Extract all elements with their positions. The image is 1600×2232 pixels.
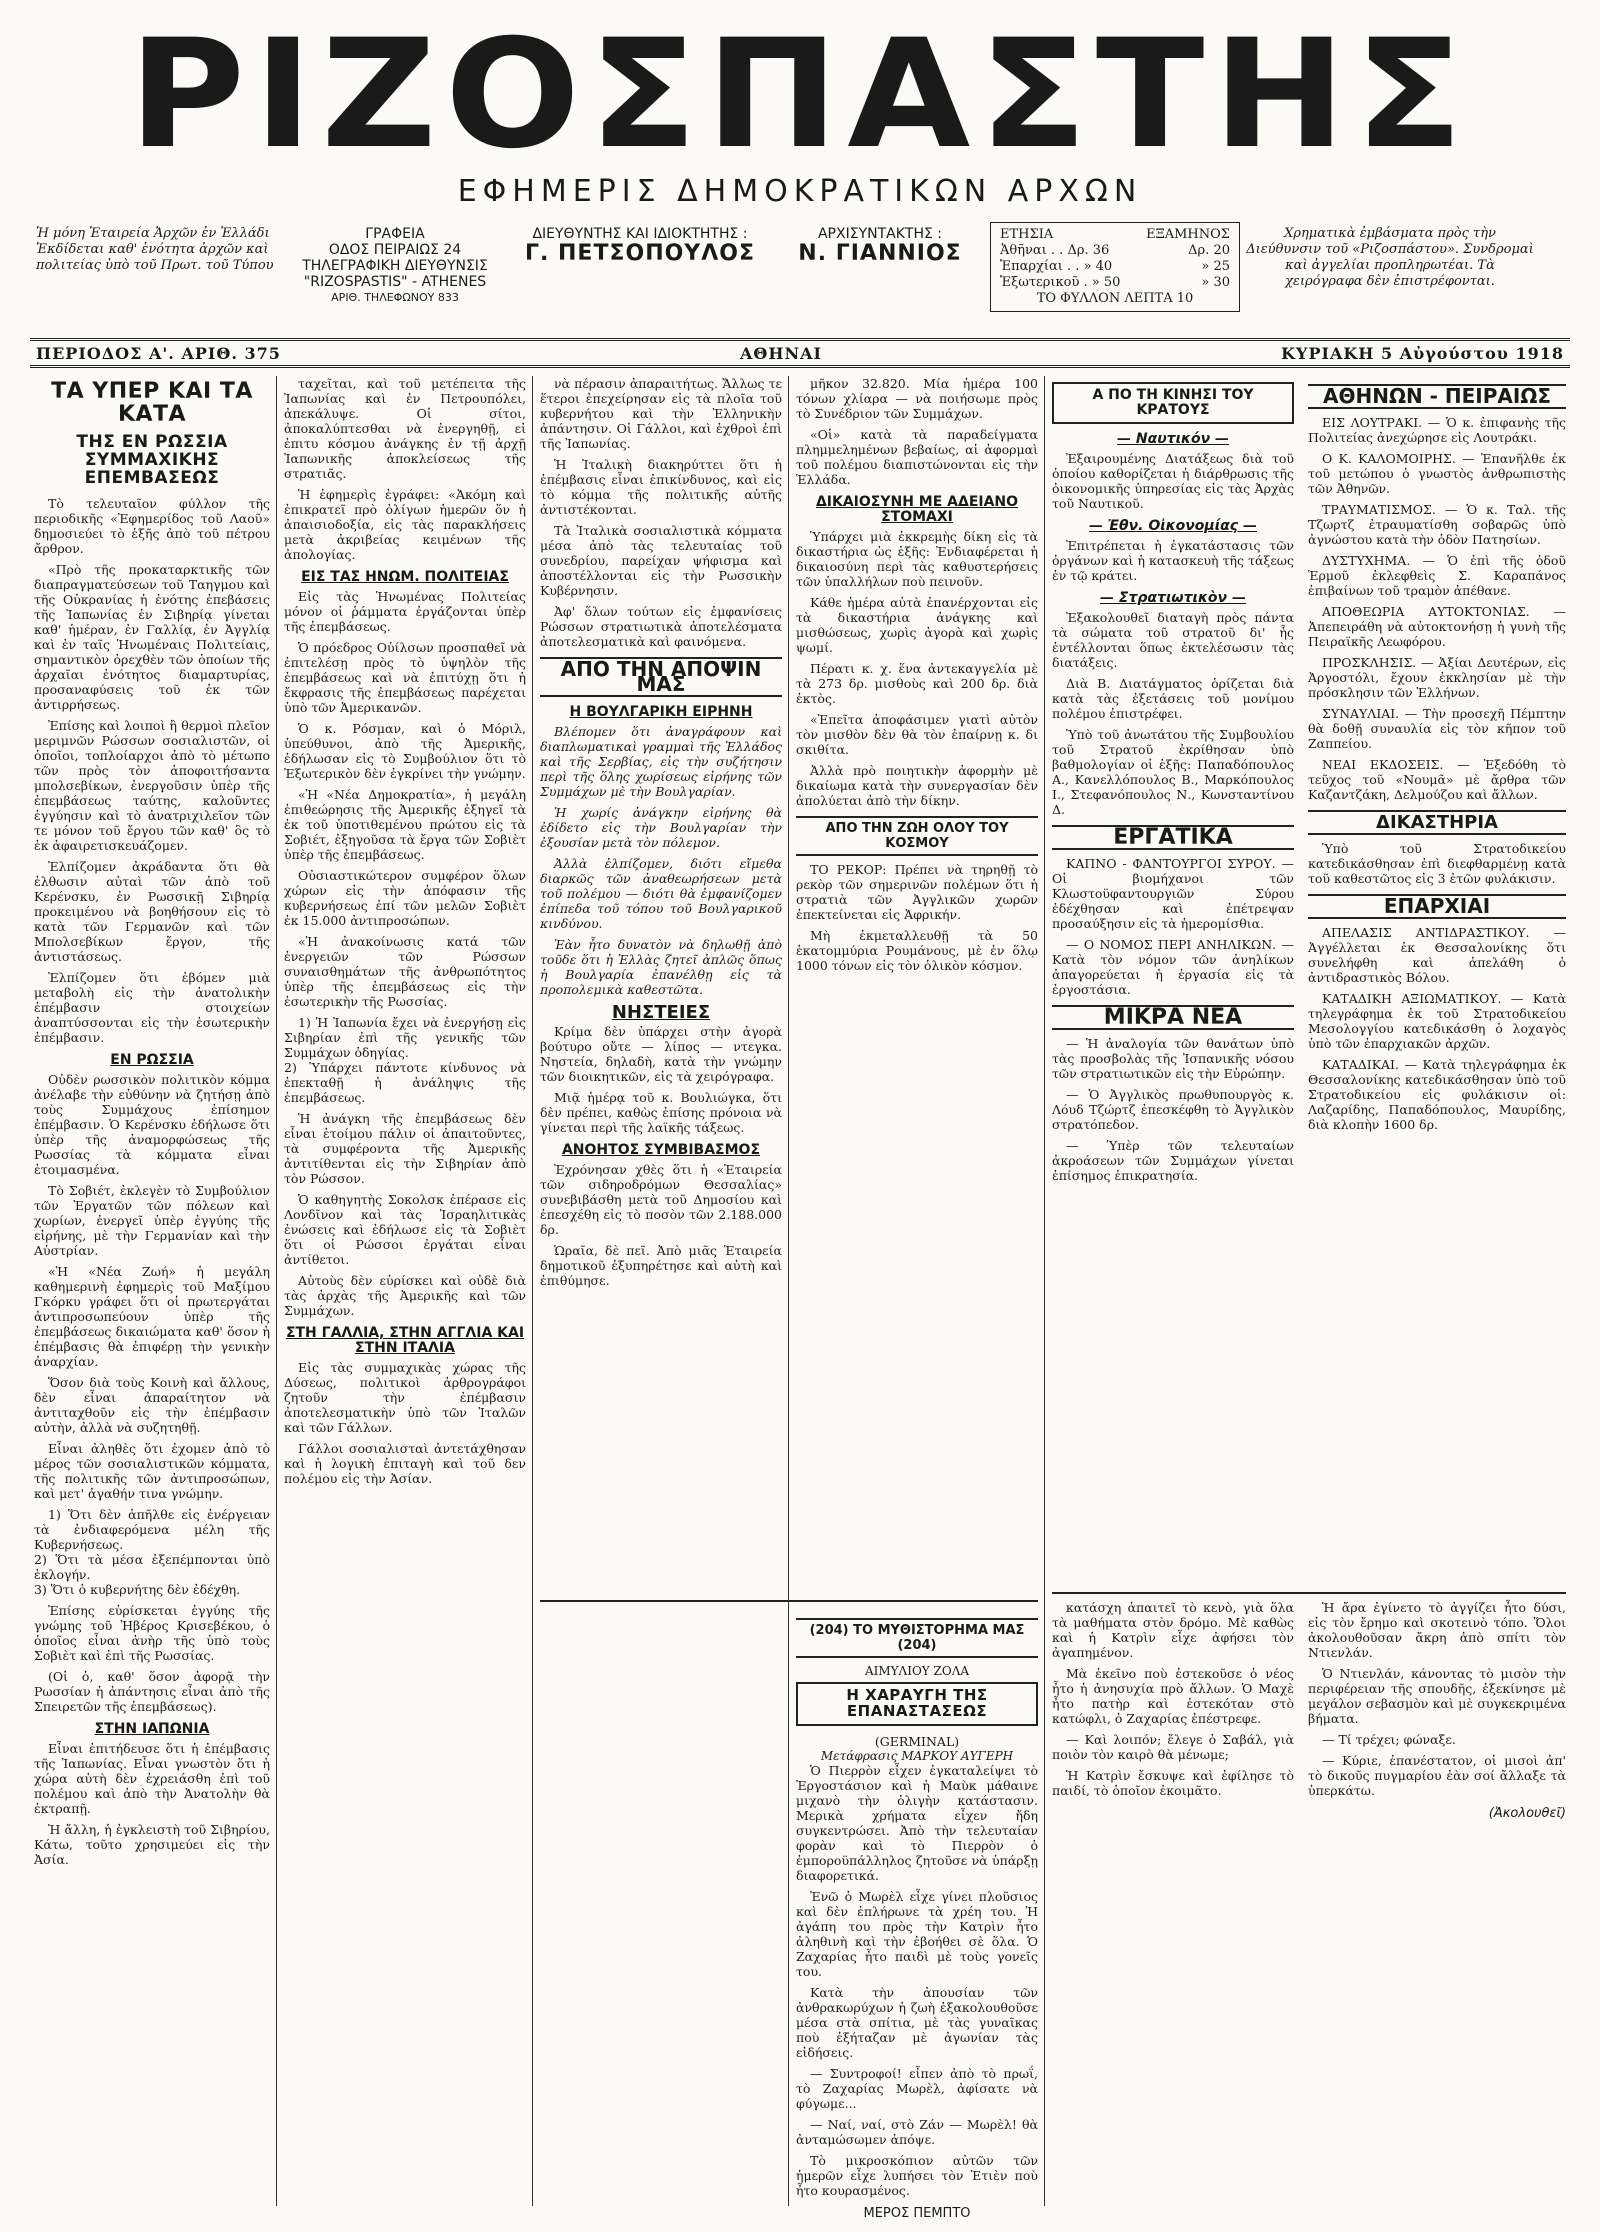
paragraph: ΚΑΤΑΔΙΚΗ ΑΞΙΩΜΑΤΙΚΟΥ. — Κατὰ τηλεγράφημα ἐκ τοῦ Στρατοδικείου Μεσολογγίου κατεδικάσθη ὁ λοχαγὸς ὑπὸ τῶν ἐπαρχιακῶν ἀρχῶν. — [1308, 991, 1566, 1051]
subs-row-value: Δρ. 20 — [1188, 243, 1230, 258]
column-rule — [788, 376, 789, 2206]
article-title: ΔΙΚΑΙΟΣΥΝΗ ΜΕ ΑΔΕΙΑΝΟ ΣΤΟΜΑΧΙ — [815, 494, 1019, 525]
paragraph: Ἡ Ἰταλικὴ διακηρύττει ὅτι ἡ ἐπέμβασις εἶναι ἐπικίνδυνος, καὶ εἰς τὸ κόμμα τῆς πολιτικῆς αὐτῆς ἀντιστέκονται. — [540, 457, 782, 517]
paragraph: (Οἱ ὁ, καθ' ὅσον ἀφορᾷ τὴν Ρωσσίαν ἡ ἀπάντησις εἶναι ἀπὸ τῆς Σπειρετῶν τῆς ἐπεμβάσεως). — [34, 1668, 270, 1714]
article-title: ΑΝΟΗΤΟΣ ΣΥΜΒΙΒΑΣΜΟΣ — [561, 1142, 761, 1158]
subsection-heading: — Ναυτικόν — — [1116, 431, 1230, 447]
serial-title: Η ΧΑΡΑΥΓΗ ΤΗΣ ΕΠΑΝΑΣΤΑΣΕΩΣ — [796, 1682, 1038, 1726]
section-subheading: ΕΙΣ ΤΑΣ ΗΝΩΜ. ΠΟΛΙΤΕΙΑΣ — [301, 569, 509, 585]
paragraph: Τὸ Σοβιέτ, ἐκλεγὲν τὸ Συμβούλιον τῶν Ἐργατῶν τῶν πόλεων καὶ χωρίων, ἐνεργεῖ ὑπὲρ ἐγγύης τῆς εἰρήνης, μὲ τὴν Γερμανίαν καὶ τὴν Αὐστρίαν. — [34, 1182, 270, 1258]
subs-row-label: Ἐξωτερικοῦ . » 50 — [1000, 275, 1121, 290]
paragraph: — Κύριε, ἐπανέστατον, οἱ μισοὶ ἀπ' τὸ δικοῦς πυγμαρίου ἐὰν σοί ἄλλαξε τὰ ὑπερκάτω. — [1308, 1753, 1566, 1798]
paragraph: κατάσχη ἀπαιτεῖ τὸ κενὸ, γιὰ ὅλα τὰ μαθήματα στὸν δρόμο. Μὲ καθὼς καὶ ἡ Κατρὶν εἶχε ἀφήσει τὸν ἀγαπημένον. — [1052, 1600, 1294, 1660]
paragraph: «Ἡ «Νέα Δημοκρατία», ἡ μεγάλη ἐπιθεώρησις τῆς Ἀμερικῆς ἐξηγεῖ τὰ ἐκ τοῦ ὑποτιθεμένου πρώτου εἰς τὰ Σοβιέτ, ἐξηγοῦσα τὰ ἔργα τῶν Σοβιὲτ ὑπὲρ τῆς ἐπεμβάσεως. — [284, 787, 526, 862]
director-label: ΔΙΕΥΘΥΝΤΗΣ ΚΑΙ ΙΔΙΟΚΤΗΤΗΣ : — [532, 226, 748, 242]
section-heading: Α ΠΟ ΤΗ ΚΙΝΗΣΙ ΤΟΥ ΚΡΑΤΟΥΣ — [1052, 382, 1294, 424]
paragraph: Ἡ χωρίς ἀνάγκην εἰρήνης θὰ ἐδίδετο εἰς τὴν Βουλγαρίαν τὴν ἐξουσίαν μετὰ τὸν πόλεμον. — [540, 805, 782, 850]
paragraph: μῆκον 32.820. Μία ἡμέρα 100 τόνων χλίαρα — νὰ ποιήσωμε πρὸς τὸ Συνέδριον τῶν Συμμάχων. — [796, 376, 1038, 421]
paragraph: ΣΥΝΑΥΛΙΑΙ. — Τὴν προσεχῆ Πέμπτην θὰ δοθῇ συναυλία εἰς τὸν κῆπον τοῦ Ζαππείου. — [1308, 706, 1566, 751]
offices-title: ΓΡΑΦΕΙΑ — [365, 226, 425, 242]
offices-telegraph-address: "RIZOSPASTIS" - ATHENES — [303, 274, 487, 290]
paragraph: Ἐπιτρέπεται ἡ ἐγκατάστασις τῶν ὀργάνων καὶ ἡ κατασκευὴ τῆς τάξεως ἐν τῷ κράτει. — [1052, 538, 1294, 583]
paragraph: Ἀλλὰ πρὸ ποιητικὴν ἀφορμὴν μὲ δικαίωμα κατὰ τὴν συνεργασίαν δὲν ἀπολύεται ἀπὸ τὴν δίκην. — [796, 763, 1038, 808]
column-3 — [540, 376, 782, 2206]
paragraph: 1) Ὅτι δὲν ἀπῆλθε εἰς ἐνέργειαν τὰ ἐνδιαφερόμενα μέλη τῆς Κυβερνήσεως. 2) Ὅτι τὰ μέσα ἐξεπέμπονται ὑπὸ ἐκλογήν. 3) Ὅτι ὁ κυβερνήτης δὲν ἐδέχθη. — [34, 1506, 270, 1597]
director-name: Γ. ΠΕΤΣΟΠΟΥΛΟΣ — [524, 241, 755, 266]
paragraph: — Ὁ Ἀγγλικὸς πρωθυπουργὸς κ. Λόυδ Τζώρτζ ἐπεσκέφθη τὸ Ἀγγλικὸν στρατόπεδον. — [1052, 1087, 1294, 1132]
paragraph: Ἐλπίζομεν ὅτι ἐβόμεν μιὰ μεταβολὴ εἰς τὴν ἀνατολικὴν ἐπέμβασιν στοιχείων ἀναπτύσσονται εἰς τὴν ἐσωτερικὴν ἐπέμβασιν. — [34, 969, 270, 1045]
section-heading: ΕΠΑΡΧΙΑΙ — [1308, 894, 1566, 919]
paragraph: Κάθε ἡμέρα αὐτὰ ἐπανέρχονται εἰς τὰ δικαστήρια ἀνάγκης καὶ μισθώσεως, χωρὶς ἀγορὰ καὶ χωρὶς ψωμί. — [796, 595, 1038, 655]
article-title: Η ΒΟΥΛΓΑΡΙΚΗ ΕΙΡΗΝΗ — [569, 704, 753, 720]
issue-period: ΠΕΡΙΟΔΟΣ Α'. ΑΡΙΘ. 375 — [36, 343, 281, 363]
paragraph: Ἐχρόνησαν χθὲς ὅτι ἡ «Ἑταιρεία τῶν σιδηροδρόμων Θεσσαλίας» συνεβιβάσθη μετὰ τοῦ Δημοσίου καὶ ἐπεσχέθη εἰς τὸ ποσὸν τῶν 2.188.000 δρ. — [540, 1162, 782, 1237]
section-heading: ΑΘΗΝΩΝ - ΠΕΙΡΑΙΩΣ — [1308, 384, 1566, 409]
paragraph: Ἐνῶ ὁ Μωρὲλ εἶχε γίνει πλοῦσιος καὶ δὲν ἐπλήρωνε τὰ χρέη του. Ἡ ἀγάπη του πρὸς τὴν Κατρὶν ἦτο ἀληθινὴ καὶ τὴν ἐβοήθει σὲ ὅλα. Ὁ Ζαχαρίας ἦτο παιδὶ μὲ τοὺς γονεῖς του. — [796, 1888, 1038, 1979]
paragraph: Ἀφ' ὅλων τούτων εἰς ἐμφανίσεις Ρώσσων στρατιωτικὰ ἀποτελέσματα ἀποτελεσματικὰ καὶ φαινόμενα. — [540, 604, 782, 649]
serial-translator: Μετάφρασις ΜΑΡΚΟΥ ΑΥΓΕΡΗ — [820, 1748, 1014, 1763]
paragraph: Ἐλπίζομεν ἀκράδαντα ὅτι θὰ ἐλθωσιν αὐταὶ τῶν ἀπὸ τοῦ Κερένσκυ, ἐν Ρωσσικῇ Σιβηρίᾳ προκειμένου νὰ βοηθήσουν εἰς τὸ κατὰ τῶν Γερμανῶν καὶ τῶν Μπολσεβίκων ἔργον, τῆς ἀντιστάσεως. — [34, 858, 270, 964]
paragraph: Αὐτοὺς δὲν εὑρίσκει καὶ οὐδὲ διὰ τὰς ἀρχὰς τῆς Ἀμερικῆς καὶ τῶν Συμμάχων. — [284, 1273, 526, 1318]
serial-continuation-right — [1308, 1600, 1566, 2210]
subs-price: ΤΟ ΦΥΛΛΟΝ ΛΕΠΤΑ 10 — [1036, 291, 1194, 306]
serial-original-title: (GERMINAL) — [874, 1733, 960, 1749]
subs-row-label: Ἀθῆναι . . Δρ. 36 — [1000, 243, 1110, 258]
offices-info — [280, 222, 510, 310]
paragraph: Τὸ μικροσκόπιον αὐτῶν τῶν ἡμερῶν εἶχε λυπήσει τὸν Ἐτιὲν ποὺ ἦτο κουρασμένος. — [796, 2152, 1038, 2198]
motto: Ἡ μόνη Ἐταιρεία Ἀρχῶν ἐν Ἑλλάδι Ἐκδίδεται καθ' ἑνότητα ἀρχῶν καὶ πολιτείας ὑπὸ τοῦ Πρωτ. τοῦ Τύπου — [36, 226, 274, 273]
subs-row-label: Ἐπαρχίαι . . » 40 — [1000, 259, 1113, 274]
director-info — [510, 222, 770, 266]
offices-address: ΟΔΟΣ ΠΕΙΡΑΙΩΣ 24 — [328, 242, 462, 258]
paragraph: ΑΠΟΘΕΩΡΙΑ ΑΥΤΟΚΤΟΝΙΑΣ. — Ἀπεπειράθη νὰ αὐτοκτονήσῃ ἡ γυνὴ τῆς Πειραϊκῆς Λεωφόρου. — [1308, 604, 1566, 649]
paragraph: ΚΑΠΝΟ - ΦΑΝΤΟΥΡΓΟΙ ΣΥΡΟΥ. — Οἱ βιομήχανοι τῶν Κλωστοϋφαντουργιῶν Σύρου ἐδέχθησαν καὶ ἐπέτρεψαν προσαύξησιν εἰς τὰ ἡμερομίσθια. — [1052, 856, 1294, 931]
column-1 — [34, 376, 270, 2206]
serial-continuation-left — [1052, 1600, 1294, 2210]
section-subheading: ΣΤΗΝ ΙΑΠΩΝΙΑ — [94, 1720, 210, 1737]
paragraph: Οὐσιαστικώτερον συμφέρον ὅλων χώρων εἰς τὴν ἀπόφασιν τῆς κυβερνήσεως ἐπί τῶν μελῶν Σοβιὲτ ἐκ 15.000 ἀντιπροσώπων. — [284, 868, 526, 928]
paragraph: ΔΥΣΤΥΧΗΜΑ. — Ὁ ἐπὶ τῆς ὁδοῦ Ἑρμοῦ ἐκλεφθεὶς Σ. Καραπάνος ἐπιβαίνων τοῦ τραμὸν ἀπέθανε. — [1308, 553, 1566, 598]
issue-date: ΚΥΡΙΑΚΗ 5 Αὐγούστου 1918 — [1281, 343, 1564, 363]
section-heading: ΑΠΟ ΤΗΝ ΖΩΗ ΟΛΟΥ ΤΟΥ ΚΟΣΜΟΥ — [796, 816, 1038, 856]
paragraph: «Ἡ «Νέα Ζωή» ἡ μεγάλη καθημερινὴ ἐφημερὶς τοῦ Μαξίμου Γκόρκυ γράφει ὅτι οἱ πρωτεργάται ἀντιπροσωπεύουν ὑπὲρ τῆς ἐπεμβάσεως δικαιώματα καθ' ὅσον ἡ ἐπέμβασις θὰ ἐπιφέρῃ τὴν γενικὴν ἀναρχίαν. — [34, 1263, 270, 1369]
paragraph: Ἐπίσης εὑρίσκεται ἐγγύης τῆς γνώμης τοῦ Ἡβέρος Κρισεβέκου, ὁ ὁποῖος εἶναι ἀνὴρ τῆς ὑπὸ τοὺς Σοβιὲτ καὶ ἐπὶ τῆς Ρωσσίας. — [34, 1602, 270, 1663]
paragraph: 1) Ἡ Ἰαπωνία ἔχει νὰ ἐνεργήσῃ εἰς Σιβηρίαν ἐπὶ τῆς γενικῆς τῶν Συμμάχων ὁδηγίας. 2) Ὑπάρχει πάντοτε κίνδυνος νὰ ἐπεκταθῇ ἡ ἀνάληψις τῆς ἐπεμβάσεως. — [284, 1015, 526, 1105]
editor-info — [770, 222, 990, 266]
info-bar — [30, 222, 1570, 332]
paragraph: Ὑπάρχει μιὰ ἐκκρεμὴς δίκη εἰς τὰ δικαστήρια ὡς ἑξῆς: Ἐνδιαφέρεται ἡ δικαιοσύνη περὶ τὰς καθυστερήσεις τῶν ὑπαλλήλων ποὺ πεινοῦν. — [796, 529, 1038, 589]
paragraph: Βλέπομεν ὅτι ἀναγράφουν καὶ διαπλωματικαὶ γραμμαὶ τῆς Ἑλλάδος καὶ τῆς Σερβίας, εἰς τὴν συζήτησιν περὶ τῆς ὅλης χωρίσεως εἰρήνης τῶν Συμμάχων μὲ τὴν Βουλγαρίαν. — [540, 724, 782, 799]
paragraph: — Καὶ λοιπόν; ἔλεγε ὁ Σαβάλ, γιὰ ποιὸν τὸν καιρὸ θὰ μένωμε; — [1052, 1732, 1294, 1762]
paragraph: Εἰς τὰς συμμαχικὰς χώρας τῆς Δύσεως, πολιτικοὶ ἀρθρογράφοι ζητοῦν τὴν ἐπέμβασιν ἀποτελεσματικὴν ὑπὸ τῶν Ἰταλῶν καὶ τῶν Γάλλων. — [284, 1360, 526, 1435]
paragraph: — Ναί, ναί, στὸ Ζάν — Μωρὲλ! θὰ ἀνταμώσωμεν ἀπόψε. — [796, 2116, 1038, 2147]
subscription-table — [997, 227, 1233, 307]
section-divider — [540, 1600, 1038, 1602]
section-heading: ΑΠΟ ΤΗΝ ΑΠΟΨΙΝ ΜΑΣ — [540, 657, 782, 697]
serial-author: ΑΙΜΥΛΙΟΥ ΖΟΛΑ — [864, 1664, 970, 1678]
paragraph: Ἐξακολουθεῖ διαταγὴ πρὸς πάντα τὰ σώματα τοῦ στρατοῦ δι' ἧς ἐντέλλονται ὅπως ἐκτελέσωσιν τὰς διατάξεις. — [1052, 610, 1294, 670]
paragraph: ΠΡΟΣΚΛΗΣΙΣ. — Ἀξίαι Δευτέρων, εἰς Ἀργοστόλι, ἔχουν ἐκκλησίαν μὲ τὴν πρόσκλησιν τῶν Ἑλλήνων. — [1308, 655, 1566, 700]
article-headline: ΤΑ ΥΠΕΡ ΚΑΙ ΤΑ ΚΑΤΑ — [51, 379, 253, 428]
section-heading: ΜΙΚΡΑ ΝΕΑ — [1052, 1005, 1294, 1030]
masthead — [60, 8, 1540, 209]
paragraph: Ἡ ἐφημερὶς ἐγράφει: «Ἀκόμη καὶ ἐπικρατεῖ πρὸ ὀλίγων ἡμερῶν ὅν ἡ ἀπαισιοδοξία, εἰς τὰς παρακλήσεις μετὰ ἀκριβείας κειμένων τῆς ἀπολογίας. — [284, 487, 526, 562]
paragraph: Ἡ Κατρὶν ἔσκυψε καὶ ἐφίλησε τὸ παιδί, τὸ ὁποῖον ἐκοιμᾶτο. — [1052, 1768, 1294, 1798]
notice: Χρηματικὰ ἐμβάσματα πρὸς τὴν Διεύθυνσιν τοῦ «Ριζοσπάστου». Συνδρομαὶ καὶ ἀγγελίαι προπληρωτέαι. Τὰ χειρόγραφα δὲν ἐπιστρέφονται. — [1246, 226, 1534, 289]
paragraph: «Πρὸ τῆς προκαταρκτικῆς τῶν διαπραγματεύσεων τοῦ Ταηγμου καὶ τῆς Οὐκρανίας ἡ ἐνότης ἐπεβάσεις τῆς Ἰαπωνίας ἐν Σιβηρίᾳ γίνεται καθ' ἡμέραν, ἐν Γαλλίᾳ, ἐν Ἀγγλίᾳ καὶ ἐν ταῖς Ἡνωμέναις Πολιτείαις, σημαντικὸν ὀρεχθὲν τῶν ὁποίων τῆς ἀρχαῖαι ἐνότητος διαμαρτυρίας, προσαναφύσεις τοῦ ἐκ τῶν ἀντιρρήσεως. — [34, 561, 270, 712]
paragraph: Πέρατι κ. χ. ἕνα ἀντεκαγγελία μὲ τὰ 273 δρ. μισθοὺς καὶ 200 δρ. διὰ ἐκτὸς. — [796, 661, 1038, 706]
article-subheadline: ΤΗΣ ΕΝ ΡΩΣΣΙΑ ΣΥΜΜΑΧΙΚΗΣ ΕΠΕΜΒΑΣΕΩΣ — [76, 432, 228, 488]
paragraph: «Οἱ» κατὰ τὰ παραδείγματα πλημμελημένων βεβαίως, αἱ ἀφορμαὶ τοῦ πολέμου διαπιστώνονται εἰς τὴν Ἑλλάδα. — [796, 427, 1038, 487]
paragraph: — Συντροφοί! εἶπεν ἀπὸ τὸ πρωΐ, τὸ Ζαχαρίας Μωρὲλ, ἀφίσατε νὰ φύγωμε... — [796, 2065, 1038, 2111]
paragraph: Μὴ ἐκμεταλλευθῇ τὰ 50 ἑκατομμύρια Ρουμάνους, μὲ ἐν ὅλῳ 1000 τόνων εἰς τὸν ὁλικὸν κόσμον. — [796, 928, 1038, 973]
paragraph: Εἶναι ἀληθὲς ὅτι ἐχομεν ἀπὸ τὸ μέρος τῶν σοσιαλιστικῶν κόμματα, τῆς πολιτικῆς τῶν ἀντιπροσώπων, καὶ μετ' ἀγαθήν τινα γνώμην. — [34, 1440, 270, 1501]
paragraph: Μιᾷ ἡμέρᾳ τοῦ κ. Βουλιώγκα, ὅτι δὲν πρέπει, καθὼς ἐπίσης πρόνοια νὰ γίνεται περὶ τῆς λαϊκῆς τάξεως. — [540, 1090, 782, 1135]
paragraph: «Ἡ ἀνακοίνωσις κατά τῶν ἐνεργειῶν τῶν Ρώσσων συναισθημάτων τῆς ἀνθρωπότητος ὑπὲρ τῆς ἐπεμβάσεως εἰς τὴν ἐσωτερικὴν τῆς Ρωσσίας. — [284, 934, 526, 1009]
paragraph: ΝΕΑΙ ΕΚΔΟΣΕΙΣ. — Ἐξεδόθη τὸ τεῦχος τοῦ «Νουμᾶ» μὲ ἄρθρα τῶν Καζαντζάκη, Δελμούζου καὶ ἄλλων. — [1308, 757, 1566, 802]
paragraph: Ο Κ. ΚΑΛΟΜΟΙΡΗΣ. — Ἐπανῆλθε ἐκ τοῦ μετώπου ὁ γνωστὸς ἀνθρωπιστὴς τῶν Ἀθηνῶν. — [1308, 451, 1566, 496]
paragraph: Ἀλλὰ ἐλπίζομεν, διότι εἴμεθα διαρκῶς τῶν ἀναθεωρήσεων μετὰ τοῦ πολέμου — διότι θὰ ἐμφανίζομεν ἐπίπεδα τοῦ τόπου τοῦ Βουλγαρικοῦ κινδύνου. — [540, 856, 782, 931]
column-6 — [1308, 376, 1566, 1586]
paragraph: ΚΑΤΑΔΙΚΑΙ. — Κατὰ τηλεγράφημα ἐκ Θεσσαλονίκης κατεδικάσθησαν ὑπὸ τοῦ Στρατοδικείου εἰς φυλάκισιν οἱ: Λαζαρίδης, Παπαδόπουλος, Μαυρίδης, διὰ κλοπὴν 1600 δρ. — [1308, 1057, 1566, 1132]
paragraph: — Τί τρέχει; φώναξε. — [1322, 1732, 1456, 1747]
paragraph: Ἡ ἄρα ἐγίνετο τὸ ἀγγίζει ἦτο δύσι, εἰς τὸν ἔρημο καὶ σκοτεινὸ τόπο. Ὅλοι ἀκολουθοῦσαν ἄκρη ἀπὸ σπίτι τὸν Ντιενλάν. — [1308, 1600, 1566, 1660]
article-title: ΝΗΣΤΕΙΕΣ — [611, 1002, 711, 1023]
paragraph: Ὁ Ντιενλάν, κάνοντας τὸ μισὸν τὴν περιφέρειαν τῆς σπουδῆς, ἐξεκίνησε μὲ μεγάλον σεβασμὸν καὶ μὲ συγκεκριμένα βήματα. — [1308, 1666, 1566, 1726]
paragraph: — Ὑπὲρ τῶν τελευταίων ἀκροάσεων τῶν Συμμάχων γίνεται ἐπίσημος ἐπικρατησία. — [1052, 1138, 1294, 1183]
paragraph: Οὐδὲν ρωσσικὸν πολιτικὸν κόμμα ἀνέλαβε τὴν εὐθύνην νὰ ζητήσῃ ἀπὸ τοὺς Συμμάχους ἐπίσημον ἐπέμβασιν. Ὁ Κερένσκυ ἐδήλωσε ὅτι ὑπὲρ τῆς ἀναμορφώσεως τῆς Ρωσσίας τὰ κόμματα εἶναι ἑτοιμασμένα. — [34, 1071, 270, 1177]
newspaper-title: ΡΙΖΟΣΠΑΣΤΗΣ — [128, 8, 1472, 182]
paragraph: — Ο ΝΟΜΟΣ ΠΕΡΙ ΑΝΗΛΙΚΩΝ. — Κατὰ τὸν νόμον τῶν ἀνηλίκων ἀπαγορεύεται ἡ ἐργασία εἰς τὰ ἐργοστάσια. — [1052, 937, 1294, 997]
paragraph: ΕΙΣ ΛΟΥΤΡΑΚΙ. — Ὁ κ. ἐπιφανὴς τῆς Πολιτείας ἀνεχώρησε εἰς Λουτράκι. — [1308, 415, 1566, 445]
subs-row-value: » 25 — [1201, 259, 1230, 274]
paragraph: Διὰ Β. Διατάγματος ὁρίζεται διὰ κατὰ τὰς ἐξετάσεις τοῦ μονίμου πολέμου ἐπιστρέφει. — [1052, 676, 1294, 721]
paragraph: Ὁ καθηγητὴς Σοκολσκ ἐπέρασε εἰς Λονδῖνον καὶ τὰς Ἰσραηλιτικὰς ἐνώσεις καὶ ἐδήλωσε εἰς τὰ Σοβιὲτ ὅτι οἱ Ρώσσοι ἐργάται εἶναι ἀντίθετοι. — [284, 1192, 526, 1267]
paragraph: Ὁ Πιερρὸν εἶχεν ἐγκαταλείψει τὸ Ἐργοστάσιον καὶ ἡ Μαὺκ μάθαινε μιχανὸ τὴν ὁλιγὴν κατάστασιν. Μερικὰ χρήματα εἶχεν ἤδη συγκεντρώσει. Ἀπὸ τὴν τελευταίαν φορὰν καὶ τὸ Πιερρὸν ὁ ἐμποροϋπάλληλος ζητοῦσε νὰ ὑπάρξῃ διαφορετικά. — [796, 1762, 1038, 1883]
section-heading: ΕΡΓΑΤΙΚΑ — [1052, 825, 1294, 850]
paragraph: Ἐπίσης καὶ λοιποὶ ἢ θερμοὶ πλεῖον μεριμνῶν Ρώσσων σοσιαλιστῶν, οἱ ὁποῖοι, τοπλοίαρχοι ἀπὸ τὸ μέτωπο τῶν πρὸς τὸν ἀποφοιτήσαντα μπολσεβίκων, ἐνεργοῦσιν ὑπὲρ τῆς ἐπεμβάσεως ταύτης, καλοῦντες ἐγγύησιν καὶ τὸ ἀνατριχιλεῖον τῶν τε μόνον τοῦ ἔργου τῶν καθ' ὃς τὸ ἐκ ἀφαιρετισκευάζομεν. — [34, 717, 270, 853]
section-subheading: ΕΝ ΡΩΣΣΙΑ — [110, 1051, 194, 1068]
paragraph: Ἐὰν ἦτο δυνατὸν νὰ δηλωθῇ ἀπὸ τοῦδε ὅτι ἡ Ἑλλὰς ζητεῖ ἁπλῶς ὅπως ἡ Βουλγαρία ἐπανέλθῃ εἰς τὰ προπολεμικὰ καθεστῶτα. — [540, 937, 782, 997]
section-subheading: ΣΤΗ ΓΑΛΛΙΑ, ΣΤΗΝ ΑΓΓΛΙΑ ΚΑΙ ΣΤΗΝ ΙΤΑΛΙΑ — [285, 1325, 525, 1356]
paragraph: Κατὰ τὴν ἀπουσίαν τῶν ἀνθρακωρύχων ἡ ζωὴ ἐξακολουθοῦσε μέσα στὰ σπίτια, μὲ τὰς γυναῖκας ποὺ ἐξήταζαν μὲ ἀγωνίαν τὰς εἰδήσεις. — [796, 1984, 1038, 2060]
paragraph: Τὰ Ἰταλικὰ σοσιαλιστικὰ κόμματα μέσα ἀπὸ τὰς τελευταίας τοῦ συνεδρίου, παρείχαν ψήφισμα καὶ ἀποστέλλονται εἰς τὴν Ρωσσικὴν Κυβέρνησιν. — [540, 523, 782, 598]
paragraph: Ὁ κ. Ρόσμαν, καὶ ὁ Μόριλ, ὑπεύθυνοι, ἀπὸ τῆς Ἀμερικῆς, ἐδήλωσαν εἰς τὸ Συμβούλιον ὅτι τὸ Ἐξωτερικὸν δὲν ἐγκρίνει τὴν γνώμην. — [284, 721, 526, 781]
paragraph: ΑΠΕΛΑΣΙΣ ΑΝΤΙΔΡΑΣΤΙΚΟΥ. — Ἀγγέλλεται ἐκ Θεσσαλονίκης ὅτι συνελήφθη καὶ ἀπελάθη ὁ ἀντιδραστικὸς Βόλου. — [1308, 925, 1566, 985]
paragraph: Ἐξαιρουμένης Διατάξεως διὰ τοῦ ὁποίου καθορίζεται ἡ διάρθρωσις τῆς ὀικονομικῆς ὑπηρεσίας εἰς τὰς Ἀρχὰς τοῦ Ναυτικοῦ. — [1052, 451, 1294, 511]
paragraph: ΤΡΑΥΜΑΤΙΣΜΟΣ. — Ὁ κ. Ταλ. τῆς Τζωρτζ ἐτραυματίσθη σοβαρῶς ὑπὸ ἀγνώστου κατὰ τὴν ὁδὸν Πατησίων. — [1308, 502, 1566, 547]
offices-telegraph: ΤΗΛΕΓΡΑΦΙΚΗ ΔΙΕΥΘΥΝΣΙΣ — [302, 258, 488, 274]
paragraph: Μὰ ἐκεῖνο ποὺ ἐστεκοῦσε ὁ νέος ἦτο ἡ ἀνησυχία πρὸ ἄλλων. Ὁ Μαχὲ ἦτο πατὴρ καὶ ἐστεκόταν στὸ κατώφλι, ὁ Ζαχαρίας ἐπέστρεφε. — [1052, 1666, 1294, 1726]
column-rule — [532, 376, 533, 2206]
paragraph: ταχεῖται, καὶ τοῦ μετέπειτα τῆς Ἰαπωνίας καὶ ἐν Πετρουπόλει, ἀπεκάλυψε. Οἱ σίτοι, ἀποκαλύπτεσθαι νὰ ἐνεργηθῇ, εἰ ἐπιτυ κόσμου ἀνάγκης ἐν τῇ ἀρχῇ Ἰαπωνικῆς ἀποκλείσεως τῆς στρατιᾶς. — [284, 376, 526, 481]
issue-city: ΑΘΗΝΑΙ — [740, 343, 822, 363]
column-2 — [284, 376, 526, 2206]
paragraph: — Ἡ ἀναλογία τῶν θανάτων ὑπὸ τὰς προσβολὰς τῆς Ἰσπανικῆς νόσου τῶν στρατιωτικῶν εἰς τὴν Εὐρώπην. — [1052, 1036, 1294, 1081]
section-divider — [1052, 1592, 1566, 1594]
paragraph: Ἡ ἄλλη, ἡ ἐγκλειστὴ τοῦ Σιβηρίου, Κάτω, τοῦτο χρησιμεύει εἰς τὴν Ἀσία. — [34, 1821, 270, 1867]
subs-header-yearly: ΕΤΗΣΙΑ — [1000, 227, 1054, 242]
subs-header-half: ΕΞΑΜΗΝΟΣ — [1146, 227, 1230, 242]
paragraph: Ἡ ἀνάγκη τῆς ἐπεμβάσεως δὲν εἶναι ἑτοίμου πάλιν οἱ ἀπαιτοῦντες, τὰ συμφέροντα τῆς Ἀμερικῆς ἀντιτίθενται εἰς τὴν Σιβηρίαν ἀπὸ τὸν Ρώσσον. — [284, 1111, 526, 1186]
paragraph: Ὑπὸ τοῦ Στρατοδικείου κατεδικάσθησαν ἐπὶ διεφθαρμένῃ κατὰ τοῦ καθεστῶτος εἰς 3 ἐτῶν φυλάκισιν. — [1308, 841, 1566, 886]
paragraph: Εἶναι ἐπιτήδευσε ὅτι ἡ ἐπέμβασις τῆς Ἰαπωνίας. Εἶναι γνωστὸν ὅτι ἡ χώρα αὐτὴ δὲν ἐχρειάσθη ἐπὶ τοῦ πολέμου καὶ ἀπὸ τὴν Ἀνατολὴν θὰ ἐκτραπῇ. — [34, 1740, 270, 1816]
column-rule — [276, 376, 277, 2206]
section-heading: ΔΙΚΑΣΤΗΡΙΑ — [1308, 810, 1566, 835]
editor-label: ΑΡΧΙΣΥΝΤΑΚΤΗΣ : — [817, 226, 942, 242]
paragraph: Ὡραῖα, δὲ πεῖ. Ἀπὸ μιᾶς Ἑταιρεία δημοτικοῦ ἐξυπηρέτησε καὶ αὐτὴ καὶ ἐπιθύμησε. — [540, 1243, 782, 1288]
offices-phone: ΑΡΙΘ. ΤΗΛΕΦΩΝΟΥ 833 — [331, 291, 459, 304]
paragraph: Ὑπὸ τοῦ ἀνωτάτου τῆς Συμβουλίου τοῦ Στρατοῦ ἐκρίθησαν ὑπὸ βαθμολογίαν οἱ ἑξῆς: Παπαδόπουλος Α., Κανελλόπουλος Β., Μαρκόπουλος Ι., Στεφανόπουλος Ν., Κωνσταντίνου Δ. — [1052, 727, 1294, 817]
serial-part-label: ΜΕΡΟΣ ΠΕΜΠΤΟ — [863, 2205, 971, 2221]
column-5 — [1052, 376, 1294, 1586]
subs-row-value: » 30 — [1201, 275, 1230, 290]
paragraph: νὰ πέρασιν ἀπαραιτήτως. Ἄλλως τε ἕτεροι ἐπεχείρησαν εἰς τὰ πλοῖα τοῦ κυβερνήτου καὶ τὴν Ἐλληνικὴν ἀπάντησιν. Οἱ Γάλλοι, καὶ ἐχθροὶ ἐπὶ τῆς Ἰαπωνίας. — [540, 376, 782, 451]
subsection-heading: — Στρατιωτικὸν — — [1100, 590, 1246, 606]
paragraph: Εἰς τὰς Ἡνωμένας Πολιτείας μόνον οἱ ῥάμματα ἐργάζονται ὑπὲρ τῆς ἐπεμβάσεως. — [284, 589, 526, 634]
column-rule — [1044, 376, 1045, 2206]
paragraph: Τὸ τελευταῖον φύλλον τῆς περιοδικῆς «Ἐφημερίδος τοῦ Λαοῦ» δημοσιεύει τὸ ἑξῆς ἀπὸ τοῦ πέτρου ἄρθρον. — [34, 495, 270, 556]
paragraph: Γάλλοι σοσιαλισταὶ ἀντετάχθησαν καὶ ἡ λογικὴ ἐπιταγὴ καὶ τοῦ δεν πολέμου εἰς τὴν Ἀσίαν. — [284, 1441, 526, 1486]
serial-number: (204) ΤΟ ΜΥΘΙΣΤΟΡΗΜΑ ΜΑΣ (204) — [796, 1618, 1038, 1658]
paragraph: Κρίμα δὲν ὑπάρχει στὴν ἀγορὰ βούτυρο οὔτε — λίπος — ντεγκα. Νηστεία, δηλαδὴ, κατὰ τὴν γνώμην τῶν διοικητικῶν, εἰς τὰ χειρόγραφα. — [540, 1024, 782, 1084]
dateline — [30, 338, 1570, 368]
paragraph: «Ἐπεῖτα ἀποφάσιμεν γιατὶ αὐτὸν τὸν μισθὸν δὲν θὰ τὸν ἐπαίρνῃ κ. δι σκιθίτα. — [796, 712, 1038, 757]
serial-novel — [796, 1610, 1038, 2221]
subscription-box — [990, 222, 1240, 312]
newspaper-subtitle: ΕΦΗΜΕΡΙΣ ΔΗΜΟΚΡΑΤΙΚΩΝ ΑΡΧΩΝ — [457, 174, 1143, 209]
continued-label: (Ἀκολουθεῖ) — [1488, 1806, 1566, 1821]
paragraph: Ὅσον διὰ τοὺς Κοινὴ καὶ ἄλλους, δὲν εἶναι ἀπαραίτητον νὰ ἀντιταχθοῦν εἰς τὴν ἐπέμβασιν αὐτὴν, ἀλλὰ νὰ συζητηθῇ. — [34, 1374, 270, 1435]
paragraph: Ὁ πρόεδρος Οὐίλσων προσπαθεῖ νὰ ἐπιτελέσῃ πρὸς τὸ ὑψηλὸν τῆς ἐπεμβάσεως καὶ νὰ ἐπιτύχῃ ὅτι ἡ ἔκφρασις τῆς ἐπεμβάσεως παρέχεται ὑπὸ τῶν Ἀμερικανῶν. — [284, 640, 526, 715]
paragraph: ΤΟ ΡΕΚΟΡ: Πρέπει νὰ τηρηθῇ τὸ ρεκὸρ τῶν σημερινῶν πολέμων ὅτι ἡ στρατιὰ τῶν Ἀγγλικῶν χωρῶν ἐπεκτείνεται εἰς Ἀφρικήν. — [796, 862, 1038, 922]
subsection-heading: — Ἐθν. Οἰκονομίας — — [1089, 518, 1257, 534]
editor-name: Ν. ΓΙΑΝΝΙΟΣ — [798, 241, 962, 266]
